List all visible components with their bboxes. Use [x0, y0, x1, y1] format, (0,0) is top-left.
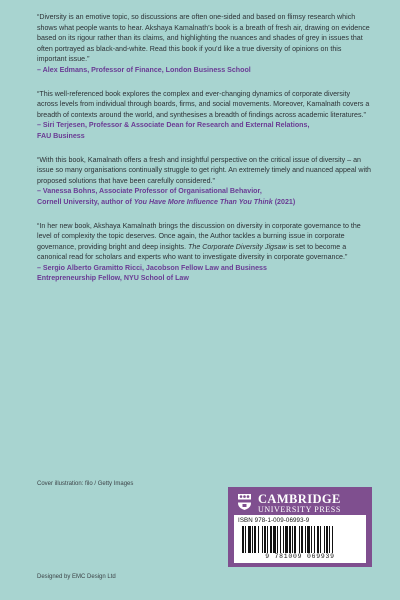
barcode-bar [301, 526, 303, 553]
barcode-bar [311, 526, 312, 553]
quote-text: “In her new book, Akshaya Kamalnath brings the discussion on diversity in corporate governance to the level of complexity the topic deserves. Once again, the Author tackles a burning issue in corporate governance, providing bright and deep insights. [37, 221, 361, 251]
endorsement-quote: “This well-referenced book explores the complex and ever-changing dynamics of corporate diversity across levels from individual through boards, firms, and social movements. Moreover, Kamalnath covers a breadth of contexts around the world, and synthesises a breadth of findings across academic literatures.” [37, 89, 370, 119]
barcode-bar [294, 526, 296, 553]
attribution-line: – Sergio Alberto Gramitto Ricci, Jacobson Fellow Law and Business [37, 263, 267, 272]
barcode-bar [280, 526, 281, 553]
barcode-bar [252, 526, 253, 553]
attribution-suffix: (2021) [272, 197, 296, 206]
barcode-digits: 9 781009 069939 [265, 553, 335, 560]
barcode-bar [305, 526, 306, 553]
attribution-line: – Vanessa Bohns, Associate Professor of Organisational Behavior, [37, 187, 262, 196]
barcode [234, 515, 366, 563]
barcode-bar [332, 526, 333, 553]
barcode-bar [329, 526, 330, 553]
barcode-bar [289, 526, 291, 553]
endorsement-quote: “With this book, Kamalnath offers a fresh and insightful perspective on the critical issue of diversity – an issue so many organisations continually struggle to get right. An extremely timely and nuanced appeal with proposed solutions that have been carefully considered.” [37, 155, 371, 185]
barcode-bar [285, 526, 288, 553]
endorsement-4 [37, 221, 372, 285]
barcode-bar [324, 526, 325, 553]
attribution-line: Cornell University, author of [37, 197, 134, 206]
endorsement-3 [37, 155, 372, 208]
barcode-bar [317, 526, 319, 553]
barcode-bar [292, 526, 293, 553]
endorsement-1 [37, 12, 372, 76]
endorsement-quote: “Diversity is an emotive topic, so discussions are often one-sided and based on flimsy research which shows what people wants to hear. Akshaya Kamalnath’s book is a breath of fresh air, drawing on evidence based on its rigour rather than its claims, and highlighting the nuances and shades of grey in issues that often portrayed as black-and-white. Read this book if you’d like a true diversity of opinions on this important issue.” [37, 13, 370, 64]
publisher-block [228, 487, 372, 567]
isbn-label: ISBN 978-1-009-06993-9 [238, 517, 310, 524]
endorsement-quote [37, 221, 372, 263]
attribution-line: FAU Business [37, 131, 85, 140]
endorsement-attribution [37, 186, 372, 207]
barcode-bar [242, 526, 244, 553]
design-credit: Designed by EMC Design Ltd [37, 574, 116, 580]
cover-illustration-credit: Cover illustration: filo / Getty Images [37, 481, 134, 487]
publisher-name: CAMBRIDGE [258, 492, 341, 506]
barcode-bar [277, 526, 278, 553]
cambridge-crest-icon [237, 493, 252, 511]
endorsement-attribution [37, 263, 372, 284]
barcode-bar [248, 526, 251, 553]
barcode-bar [258, 526, 259, 553]
endorsement-2 [37, 89, 372, 142]
attribution-line: Entrepreneurship Fellow, NYU School of Law [37, 274, 189, 283]
attribution-line: – Siri Terjesen, Professor & Associate Dean for Research and External Relations, [37, 121, 310, 130]
book-title: You Have More Influence Than You Think [133, 197, 273, 206]
publisher-subname: UNIVERSITY PRESS [258, 505, 341, 514]
endorsement-attribution: – Alex Edmans, Professor of Finance, London Business School [37, 65, 251, 74]
barcode-bar [326, 526, 328, 553]
quote-text: is set to become a canonical read for scholars and experts who want to investigate diversity in corporate governance.” [37, 242, 348, 262]
barcode-bar [299, 526, 300, 553]
barcode-bars [242, 526, 360, 553]
barcode-bar [245, 526, 246, 553]
endorsement-attribution [37, 120, 372, 141]
barcode-bar [283, 526, 284, 553]
endorsements [37, 12, 372, 297]
barcode-bar [270, 526, 272, 553]
barcode-bar [273, 526, 276, 553]
barcode-bar [267, 526, 268, 553]
book-title: The Corporate Diversity Jigsaw [188, 242, 287, 251]
barcode-bar [314, 526, 315, 553]
barcode-bar [320, 526, 321, 553]
barcode-bar [254, 526, 256, 553]
barcode-bar [307, 526, 310, 553]
barcode-bar [262, 526, 263, 553]
barcode-bar [264, 526, 266, 553]
